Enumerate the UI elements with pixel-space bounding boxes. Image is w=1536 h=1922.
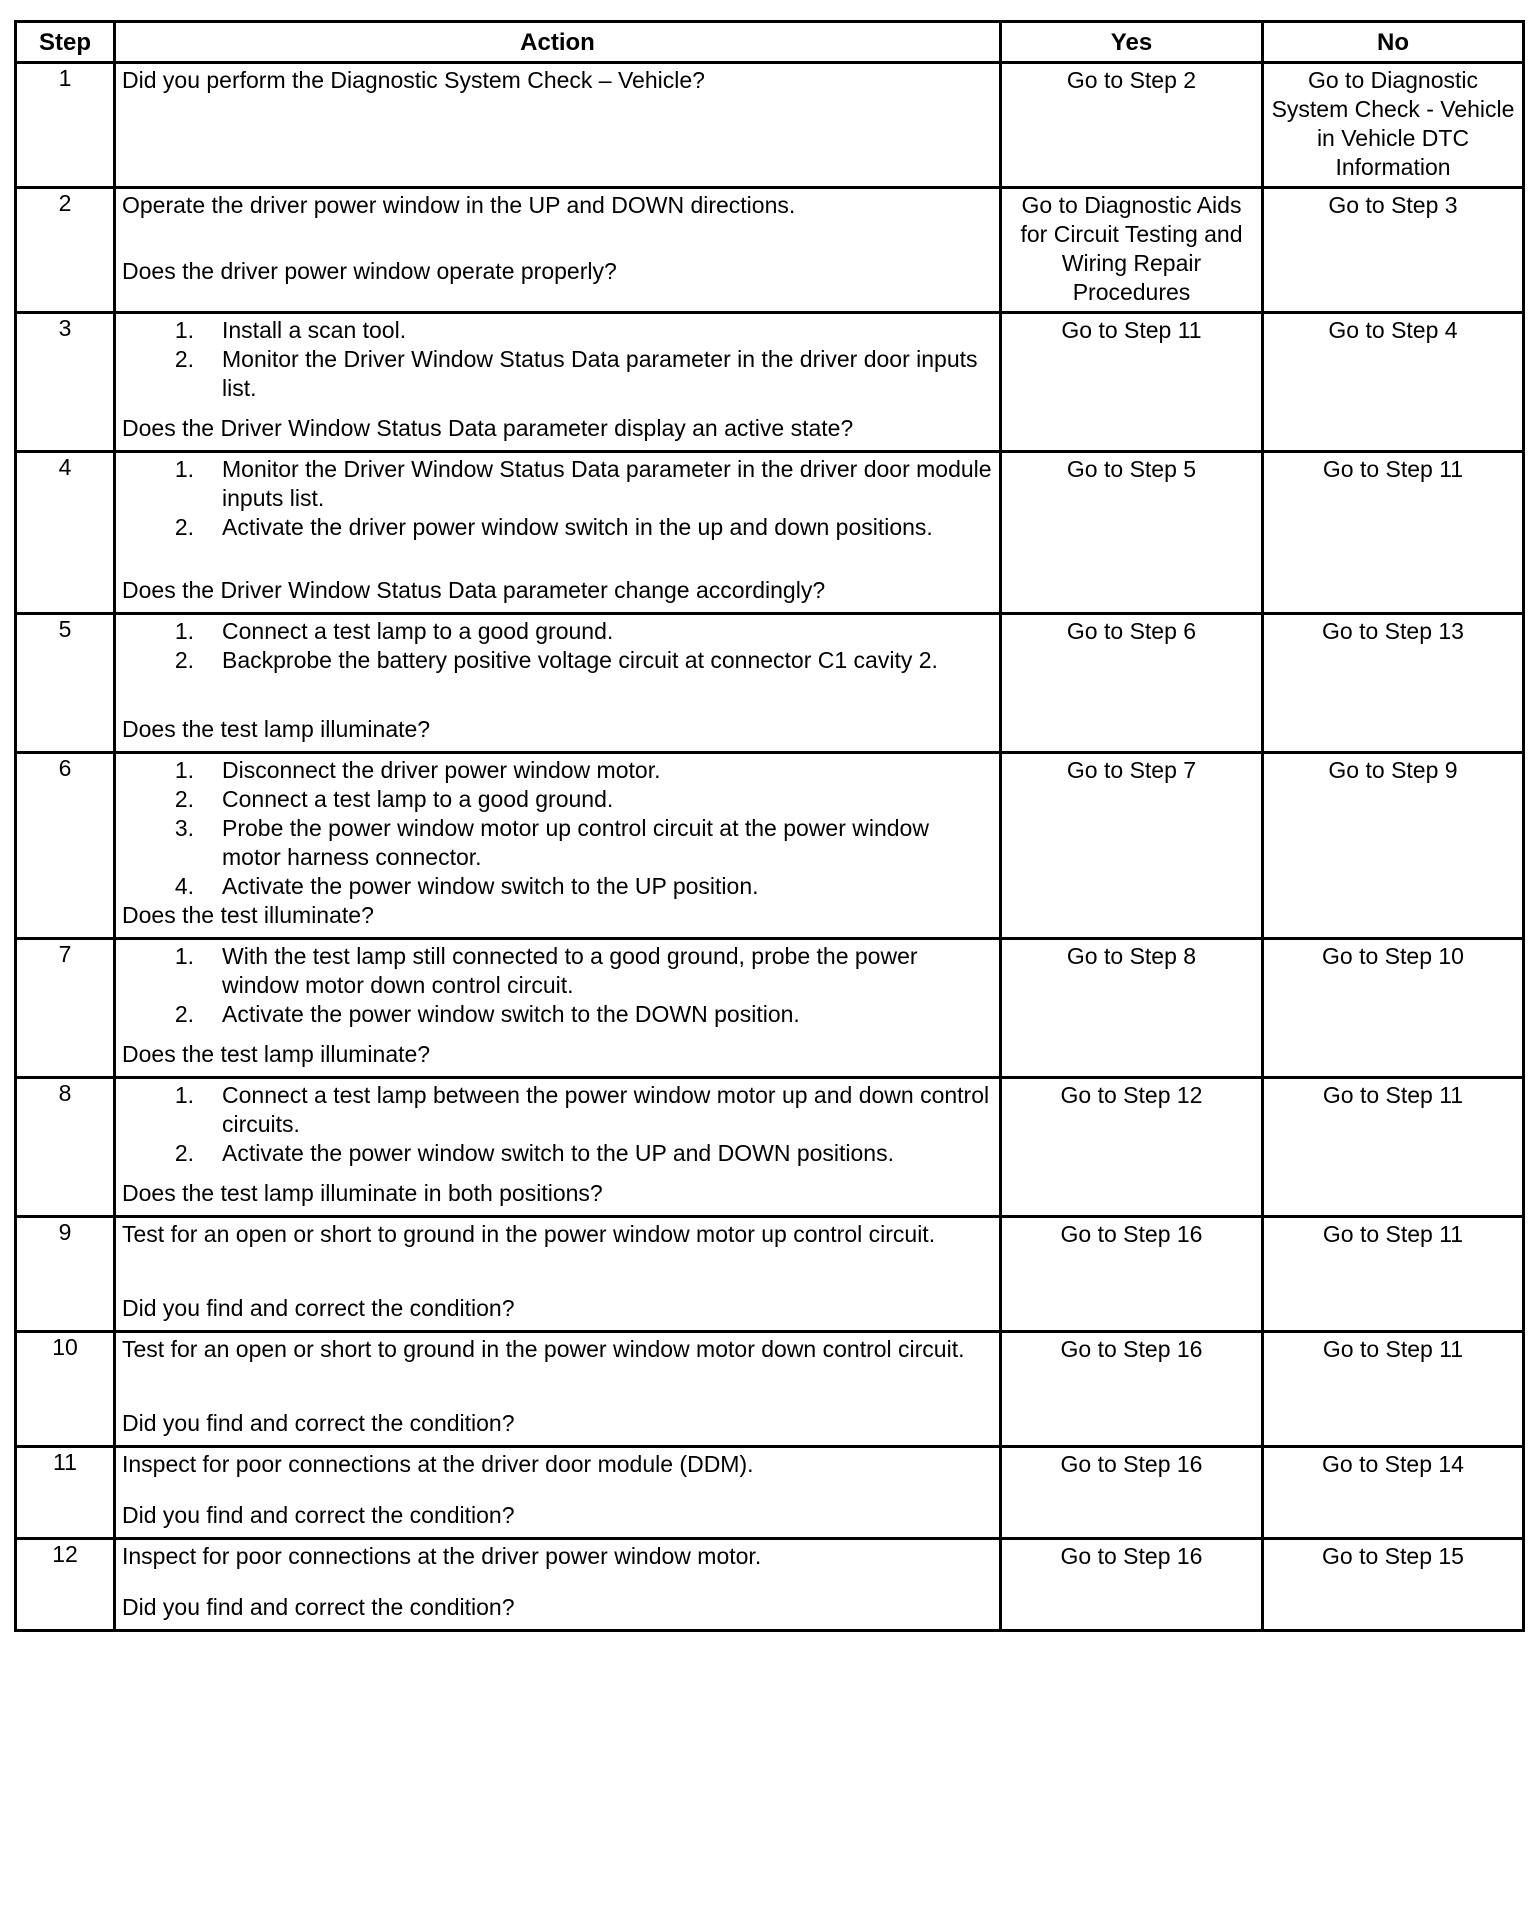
action-steps-list: [122, 316, 993, 403]
list-item-number: 2.: [174, 514, 194, 540]
action-question: Does the Driver Window Status Data parameter display an active state?: [122, 415, 854, 441]
yes-cell: Go to Step 16: [1001, 1332, 1263, 1447]
list-item-text: Install a scan tool.: [222, 317, 407, 343]
table-row: [16, 753, 1524, 939]
step-number: 4: [16, 452, 115, 614]
action-cell: [115, 313, 1001, 452]
action-instructions: [122, 455, 993, 542]
header-step: Step: [16, 22, 115, 63]
action-content: [122, 942, 993, 1069]
action-intro: Test for an open or short to ground in the power window motor down control circuit.: [122, 1336, 965, 1362]
list-item-text: Activate the driver power window switch in the up and down positions.: [222, 514, 933, 540]
step-number: 10: [16, 1332, 115, 1447]
action-cell: [115, 1217, 1001, 1332]
action-instructions: [122, 1450, 993, 1479]
action-cell: [115, 614, 1001, 753]
list-item-number: 1.: [174, 618, 194, 644]
list-item-text: Activate the power window switch to the UP position.: [222, 873, 759, 899]
header-row: [16, 22, 1524, 63]
step-number: 3: [16, 313, 115, 452]
action-content: [122, 66, 993, 161]
table-row: [16, 1332, 1524, 1447]
action-intro: Inspect for poor connections at the driver power window motor.: [122, 1543, 762, 1569]
step-number: 5: [16, 614, 115, 753]
list-item-number: 1.: [174, 757, 194, 783]
action-instructions: [122, 1335, 993, 1364]
table-row: [16, 188, 1524, 313]
header-yes: Yes: [1001, 22, 1263, 63]
list-item: [122, 513, 993, 542]
yes-cell: Go to Step 8: [1001, 939, 1263, 1078]
action-instructions: [122, 617, 993, 675]
action-content: [122, 316, 993, 443]
action-question: Does the test illuminate?: [122, 902, 374, 928]
list-item-number: 2.: [174, 786, 194, 812]
list-item: [122, 942, 993, 1000]
list-item-text: Connect a test lamp to a good ground.: [222, 786, 614, 812]
list-item: [122, 872, 993, 901]
action-question: Does the Driver Window Status Data parameter change accordingly?: [122, 577, 826, 603]
no-cell: Go to Step 11: [1263, 1332, 1524, 1447]
action-question: Does the test lamp illuminate?: [122, 1041, 431, 1067]
action-instructions: [122, 191, 993, 220]
list-item: [122, 646, 993, 675]
list-item: [122, 455, 993, 513]
list-item: [122, 617, 993, 646]
list-item-number: 3.: [174, 815, 194, 841]
yes-cell: Go to Step 2: [1001, 63, 1263, 188]
action-cell: [115, 1078, 1001, 1217]
no-cell: Go to Diagnostic System Check - Vehicle in Vehicle DTC Information: [1263, 63, 1524, 188]
list-item-text: Activate the power window switch to the UP and DOWN positions.: [222, 1140, 894, 1166]
table-row: [16, 1447, 1524, 1539]
list-item: [122, 316, 993, 345]
action-content: [122, 756, 993, 930]
action-instructions: [122, 942, 993, 1029]
action-question: Did you find and correct the condition?: [122, 1594, 515, 1620]
step-number: 6: [16, 753, 115, 939]
action-intro: Did you perform the Diagnostic System Check – Vehicle?: [122, 67, 705, 93]
action-steps-list: [122, 455, 993, 542]
no-cell: Go to Step 9: [1263, 753, 1524, 939]
list-item-text: Probe the power window motor up control circuit at the power window motor harness connector.: [222, 815, 929, 870]
diagnostic-table: [14, 20, 1525, 1632]
list-item-text: Connect a test lamp between the power window motor up and down control circuits.: [222, 1082, 990, 1137]
list-item: [122, 785, 993, 814]
list-item: [122, 1000, 993, 1029]
list-item-number: 1.: [174, 456, 194, 482]
table-row: [16, 1078, 1524, 1217]
action-content: [122, 1450, 993, 1530]
table-row: [16, 63, 1524, 188]
action-instructions: [122, 756, 993, 901]
yes-cell: Go to Step 16: [1001, 1539, 1263, 1631]
action-instructions: [122, 316, 993, 403]
table-row: [16, 452, 1524, 614]
action-cell: [115, 1539, 1001, 1631]
step-number: 7: [16, 939, 115, 1078]
action-content: [122, 617, 993, 744]
step-number: 1: [16, 63, 115, 188]
list-item-number: 1.: [174, 1082, 194, 1108]
step-number: 9: [16, 1217, 115, 1332]
list-item: [122, 345, 993, 403]
yes-cell: Go to Step 6: [1001, 614, 1263, 753]
table-row: [16, 313, 1524, 452]
no-cell: Go to Step 14: [1263, 1447, 1524, 1539]
action-content: [122, 455, 993, 605]
action-instructions: [122, 1081, 993, 1168]
list-item-text: Backprobe the battery positive voltage circuit at connector C1 cavity 2.: [222, 647, 938, 673]
action-instructions: [122, 66, 993, 95]
no-cell: Go to Step 13: [1263, 614, 1524, 753]
list-item-number: 2.: [174, 346, 194, 372]
action-question: Did you find and correct the condition?: [122, 1410, 515, 1436]
action-intro: Test for an open or short to ground in the power window motor up control circuit.: [122, 1221, 936, 1247]
action-intro: Operate the driver power window in the UP and DOWN directions.: [122, 192, 796, 218]
list-item-number: 1.: [174, 943, 194, 969]
action-steps-list: [122, 942, 993, 1029]
step-number: 11: [16, 1447, 115, 1539]
no-cell: Go to Step 11: [1263, 452, 1524, 614]
action-steps-list: [122, 617, 993, 675]
yes-cell: Go to Diagnostic Aids for Circuit Testing and Wiring Repair Procedures: [1001, 188, 1263, 313]
list-item-text: With the test lamp still connected to a good ground, probe the power window motor down control circuit.: [222, 943, 918, 998]
action-cell: [115, 1332, 1001, 1447]
no-cell: Go to Step 10: [1263, 939, 1524, 1078]
table-row: [16, 1539, 1524, 1631]
action-intro: Inspect for poor connections at the driver door module (DDM).: [122, 1451, 754, 1477]
no-cell: Go to Step 11: [1263, 1078, 1524, 1217]
list-item: [122, 1081, 993, 1139]
action-content: [122, 1542, 993, 1622]
list-item-text: Connect a test lamp to a good ground.: [222, 618, 614, 644]
action-instructions: [122, 1542, 993, 1571]
table-row: [16, 939, 1524, 1078]
list-item-number: 4.: [174, 873, 194, 899]
action-cell: [115, 188, 1001, 313]
list-item-number: 1.: [174, 317, 194, 343]
list-item-text: Monitor the Driver Window Status Data parameter in the driver door module inputs list.: [222, 456, 992, 511]
list-item-number: 2.: [174, 1140, 194, 1166]
action-question: Does the driver power window operate properly?: [122, 258, 617, 284]
header-no: No: [1263, 22, 1524, 63]
list-item-text: Disconnect the driver power window motor.: [222, 757, 661, 783]
no-cell: Go to Step 3: [1263, 188, 1524, 313]
action-cell: [115, 63, 1001, 188]
list-item-text: Monitor the Driver Window Status Data parameter in the driver door inputs list.: [222, 346, 978, 401]
table-body: [16, 63, 1524, 1631]
list-item: [122, 756, 993, 785]
step-number: 8: [16, 1078, 115, 1217]
yes-cell: Go to Step 16: [1001, 1447, 1263, 1539]
table-row: [16, 1217, 1524, 1332]
list-item: [122, 1139, 993, 1168]
action-instructions: [122, 1220, 993, 1249]
action-steps-list: [122, 1081, 993, 1168]
yes-cell: Go to Step 11: [1001, 313, 1263, 452]
no-cell: Go to Step 4: [1263, 313, 1524, 452]
action-steps-list: [122, 756, 993, 901]
action-content: [122, 1081, 993, 1208]
table-row: [16, 614, 1524, 753]
yes-cell: Go to Step 5: [1001, 452, 1263, 614]
action-cell: [115, 939, 1001, 1078]
no-cell: Go to Step 11: [1263, 1217, 1524, 1332]
list-item-text: Activate the power window switch to the DOWN position.: [222, 1001, 800, 1027]
step-number: 2: [16, 188, 115, 313]
action-cell: [115, 1447, 1001, 1539]
action-question: Did you find and correct the condition?: [122, 1502, 515, 1528]
action-question: Did you find and correct the condition?: [122, 1295, 515, 1321]
action-cell: [115, 452, 1001, 614]
list-item-number: 2.: [174, 647, 194, 673]
action-cell: [115, 753, 1001, 939]
list-item: [122, 814, 993, 872]
header-action: Action: [115, 22, 1001, 63]
action-content: [122, 191, 993, 286]
yes-cell: Go to Step 12: [1001, 1078, 1263, 1217]
yes-cell: Go to Step 16: [1001, 1217, 1263, 1332]
yes-cell: Go to Step 7: [1001, 753, 1263, 939]
step-number: 12: [16, 1539, 115, 1631]
action-content: [122, 1335, 993, 1438]
no-cell: Go to Step 15: [1263, 1539, 1524, 1631]
action-question: Does the test lamp illuminate?: [122, 716, 431, 742]
action-content: [122, 1220, 993, 1323]
action-question: Does the test lamp illuminate in both positions?: [122, 1180, 603, 1206]
list-item-number: 2.: [174, 1001, 194, 1027]
